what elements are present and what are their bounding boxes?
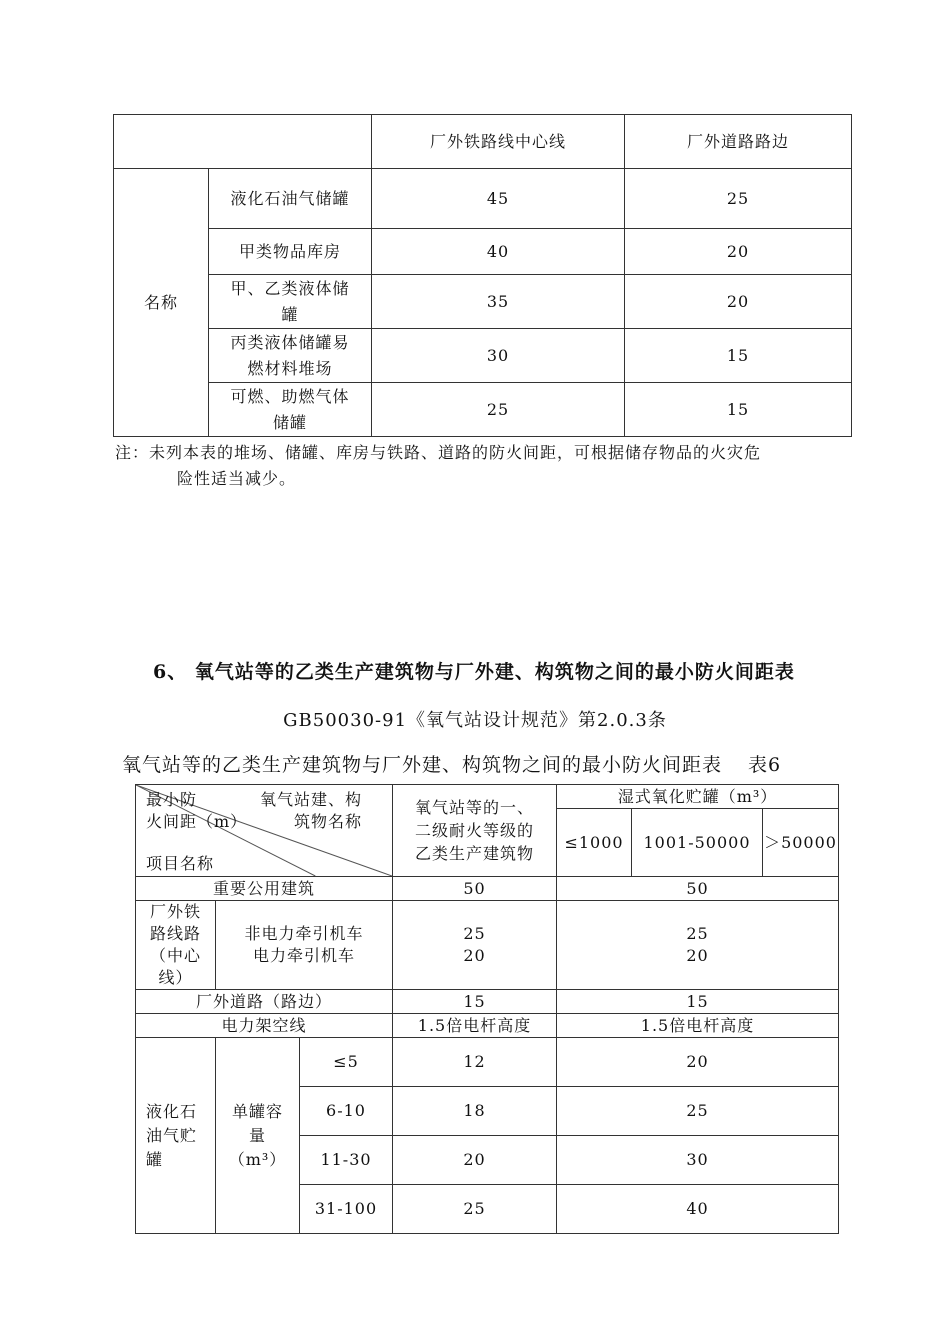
table1-row-rail: 40 [372,229,625,275]
table2-corner-header [136,785,393,877]
corner-top-left: 最小防 火间距（m） [146,790,248,831]
table1-note [115,440,875,492]
row-power-bld: 1.5倍电杆高度 [393,1014,557,1038]
table1-row-rail: 35 [372,275,625,329]
lpg-tank: 40 [557,1185,839,1234]
table1-row-rail: 30 [372,329,625,383]
row-road-bld: 15 [393,990,557,1014]
row-power-tank: 1.5倍电杆高度 [557,1014,839,1038]
col-tank-header [557,785,839,809]
row-power-label: 电力架空线 [136,1014,393,1038]
note-line-2: 险性适当减少。 [177,469,297,488]
rail-sub-2: 电力牵引机车 [253,946,356,965]
rail-bld-2: 20 [463,946,486,965]
lpg-tank: 25 [557,1087,839,1136]
row-public-label: 重要公用建筑 [136,877,393,901]
table1-row-road: 15 [625,329,852,383]
table1-row-road: 25 [625,169,852,229]
table1-row-road: 20 [625,229,852,275]
lpg-bld: 25 [393,1185,557,1234]
standard-reference: GB50030-91《氧气站设计规范》第2.0.3条 [283,710,667,731]
row-lpg-label: 液化石油气贮罐 [136,1038,216,1234]
lpg-tank: 30 [557,1136,839,1185]
col-building-header: 氧气站等的一、二级耐火等级的乙类生产建筑物 [393,785,557,877]
table1-header-road: 厂外道路路边 [625,115,852,169]
note-line-1: 注：未列本表的堆场、储罐、库房与铁路、道路的防火间距，可根据储存物品的火灾危 [115,443,762,462]
tank-sub-header: ＞50000 [763,809,839,877]
tank-sub-header: ≤1000 [557,809,632,877]
lpg-cap: 31-100 [300,1185,393,1234]
row-lpg-sublabel: 单罐容量（m³） [216,1038,300,1234]
lpg-tank: 20 [557,1038,839,1087]
row-road-tank: 15 [557,990,839,1014]
table1-row-name: 液化石油气储罐 [209,169,372,229]
row-rail-label: 厂外铁路线路（中心线） [136,901,216,990]
rail-tank-2: 20 [686,946,709,965]
table1-header-rail: 厂外铁路线中心线 [372,115,625,169]
table-caption [122,750,781,777]
row-rail-tank [557,901,839,990]
rail-tank-1: 25 [686,924,709,943]
table-number: 表6 [748,754,782,776]
corner-bottom: 项目名称 [146,854,215,873]
lpg-cap: 6-10 [300,1087,393,1136]
table1-row-name: 甲类物品库房 [209,229,372,275]
fire-distance-table-2 [135,784,839,1234]
table1-row-rail: 25 [372,383,625,437]
table1-group-label: 名称 [114,169,209,437]
table1-row-rail: 45 [372,169,625,229]
tank-sub-header: 1001-50000 [632,809,763,877]
table1-row-road: 15 [625,383,852,437]
lpg-cap: 11-30 [300,1136,393,1185]
row-rail-bld [393,901,557,990]
col-tank-label: 湿式氧化贮罐（m³） [617,786,778,806]
row-rail-sub [216,901,393,990]
rail-sub-1: 非电力牵引机车 [244,924,364,943]
fire-distance-table-1 [113,114,852,437]
row-road-label: 厂外道路（路边） [136,990,393,1014]
section-heading: 6、 氧气站等的乙类生产建筑物与厂外建、构筑物之间的最小防火间距表 [153,661,795,683]
row-public-tank: 50 [557,877,839,901]
lpg-cap: ≤5 [300,1038,393,1087]
lpg-bld: 12 [393,1038,557,1087]
caption-text: 氧气站等的乙类生产建筑物与厂外建、构筑物之间的最小防火间距表 [122,754,723,776]
table1-header-blank [114,115,372,169]
table1-row-name: 可燃、助燃气体储罐 [209,383,372,437]
lpg-bld: 20 [393,1136,557,1185]
table1-row-name: 丙类液体储罐易燃材料堆场 [209,329,372,383]
corner-top-right: 氧气站建、构 筑物名称 [260,790,363,831]
table1-row-road: 20 [625,275,852,329]
lpg-bld: 18 [393,1087,557,1136]
row-public-bld: 50 [393,877,557,901]
rail-bld-1: 25 [463,924,486,943]
table1-row-name: 甲、乙类液体储罐 [209,275,372,329]
